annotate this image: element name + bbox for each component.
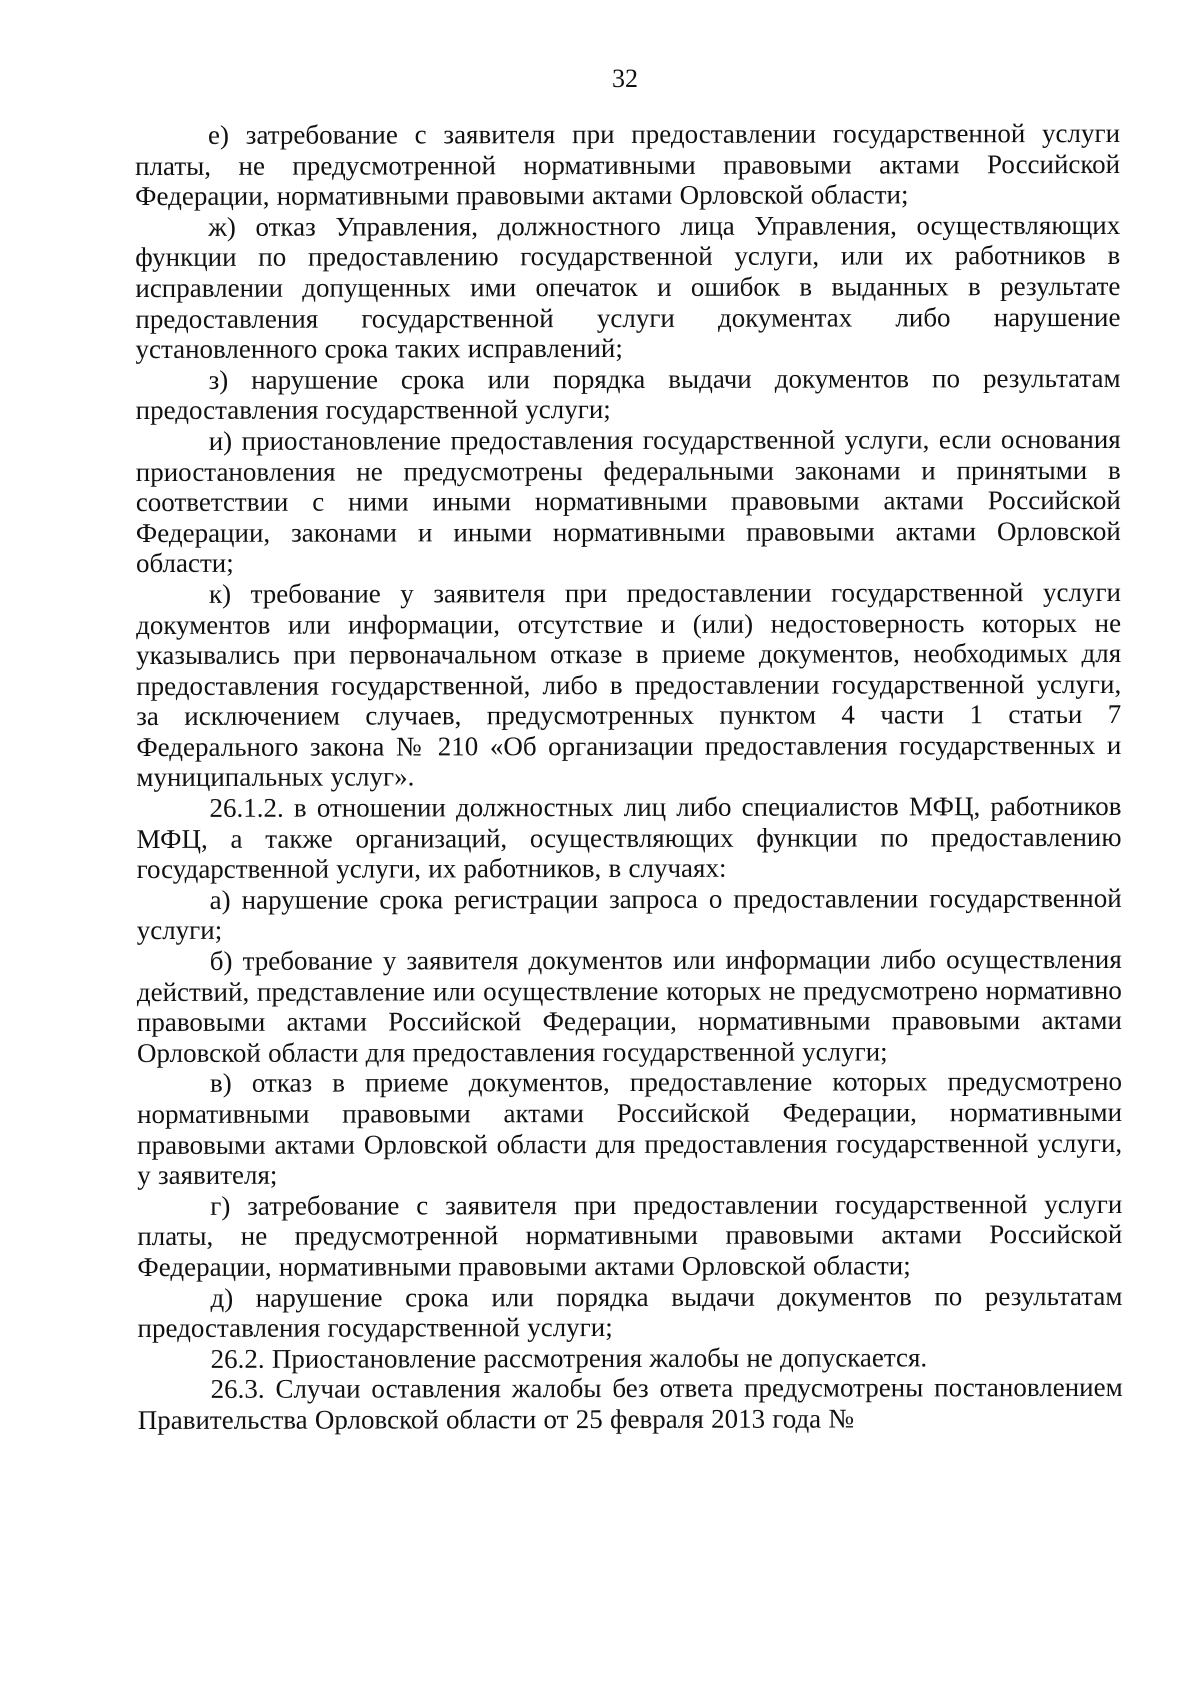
paragraph-26-2: 26.2. Приостановление рассмотрения жалобы не допускается. bbox=[210, 1342, 928, 1374]
paragraph-z: з) нарушение срока или порядка выдачи документов по результатам предоставления государственной услуги; bbox=[135, 362, 1121, 426]
paragraph-a: а) нарушение срока регистрации запроса о предоставлении государственной услуги; bbox=[136, 882, 1122, 946]
paragraph-26-1-2: 26.1.2. в отношении должностных лиц либо специалистов МФЦ, работников МФЦ, а также организаций, осуществляющих функции по предоставлению государственной услуги, их работников, в случаях: bbox=[136, 790, 1122, 885]
paragraph-b: б) требование у заявителя документов или информации либо осуществления действий, представление или осуществление которых не предусмотрено нормативно правовыми актами Российской Федерации, нормативными правовыми актами Орловской области для предоставления государственной услуги; bbox=[136, 943, 1122, 1068]
paragraph-g: г) затребование с заявителя при предоставлении государственной услуги платы, не предусмотренной нормативными правовыми актами Российской Федерации, нормативными правовыми актами Орловской области; bbox=[137, 1188, 1123, 1282]
paragraph-k: к) требование у заявителя при предоставлении государственной услуги документов или информации, отсутствие и (или) недостоверность которых не указывались при первоначальном отказе в приеме документов, необходимых для предоставления государственной, либо в предоставлении государственной услуги, за исключением случаев, предусмотренных пунктом 4 части 1 статьи 7 Федерального закона № 210 «Об организации предоставления государственных и муниципальных услуг». bbox=[136, 576, 1122, 793]
page-number: 32 bbox=[612, 64, 638, 93]
paragraph-26-3: 26.3. Случаи оставления жалобы без ответа предусмотрены постановлением Правительства Орловской области от 25 февраля 2013 года № bbox=[137, 1372, 1123, 1435]
paragraph-e: е) затребование с заявителя при предоставлении государственной услуги платы, не предусмотренной нормативными правовыми актами Российской Федерации, нормативными правовыми актами Орловской области; bbox=[135, 117, 1121, 212]
document-body bbox=[135, 118, 1123, 1436]
paragraph-v: в) отказ в приеме документов, предоставление которых предусмотрено нормативными правовыми актами Российской Федерации, нормативными правовыми актами Орловской области для предоставления государственной услуги, у заявителя; bbox=[137, 1066, 1123, 1191]
paragraph-i: и) приостановление предоставления государственной услуги, если основания приостановления не предусмотрены федеральными законами и принятыми в соответствии с ними иными нормативными правовыми актами Российской Федерации, законами и иными нормативными правовыми актами Орловской области; bbox=[135, 423, 1121, 579]
paragraph-zh: ж) отказ Управления, должностного лица Управления, осуществляющих функции по предоставлению государственной услуги, или их работников в исправлении допущенных ими опечаток и ошибок в выданных в результате предоставления государственной услуги документах либо нарушение установленного срока таких исправлений; bbox=[135, 209, 1121, 365]
paragraph-d: д) нарушение срока или порядка выдачи документов по результатам предоставления государственной услуги; bbox=[137, 1280, 1123, 1344]
